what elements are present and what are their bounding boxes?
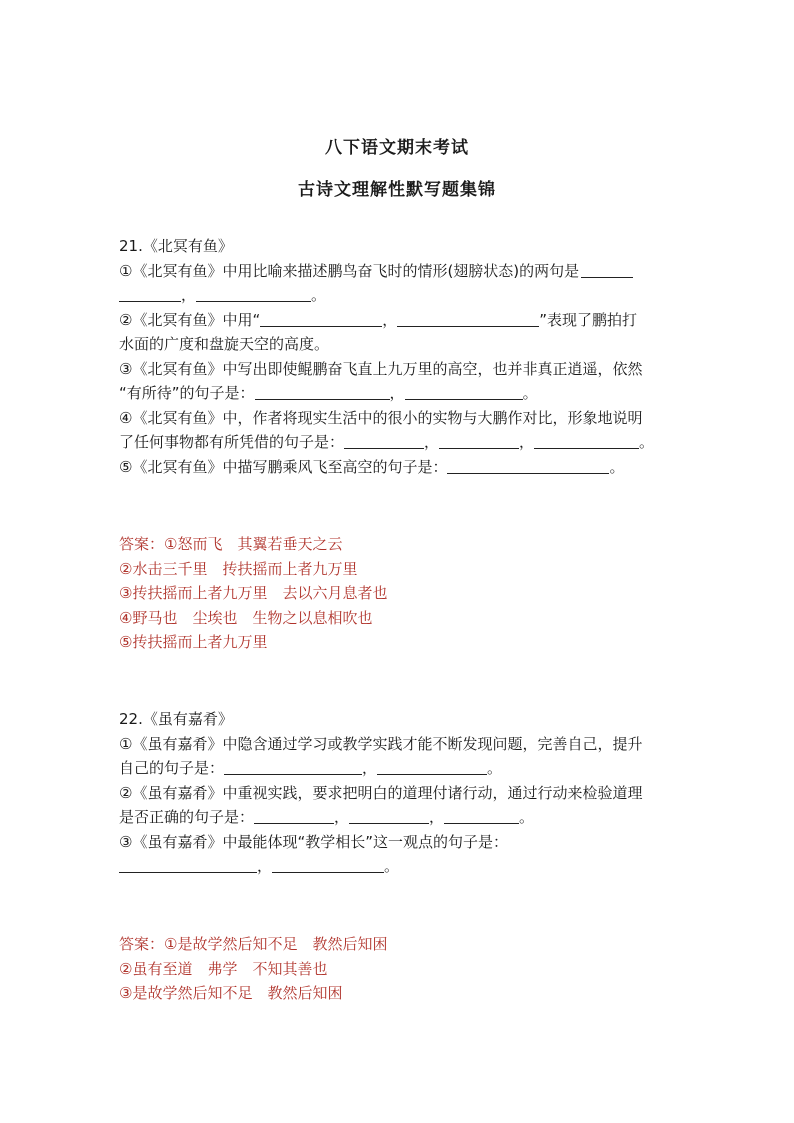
section-suiyoujiayao: [119, 707, 679, 879]
question-text: ②《北冥有鱼》中用“: [119, 310, 261, 329]
question-1-line-2: [119, 283, 679, 308]
period: 。: [311, 286, 327, 304]
answer-blank[interactable]: [196, 286, 311, 302]
section-heading: 21.《北冥有鱼》: [119, 237, 233, 255]
question-5-line-1: [119, 455, 679, 480]
answer-blank[interactable]: [255, 384, 390, 400]
comma: ，: [181, 286, 197, 304]
answer-line: ②水击三千里 抟扶摇而上者九万里: [119, 559, 358, 578]
question-text: ③《北冥有鱼》中写出即使鲲鹏奋飞直上九万里的高空，也并非真正逍遥，依然: [119, 359, 643, 378]
answer-blank[interactable]: [119, 286, 181, 302]
period: 。: [487, 759, 503, 777]
period: 。: [384, 857, 400, 875]
comma: ，: [429, 808, 445, 826]
comma: ，: [257, 857, 273, 875]
question-text: ②《虽有嘉肴》中重视实践，要求把明白的道理付诸行动，通过行动来检验道理: [119, 783, 643, 802]
answer-blank[interactable]: [447, 458, 609, 474]
answer-blank[interactable]: [444, 808, 519, 824]
question-2-line-2: [119, 332, 679, 357]
answers-beiming: [119, 532, 679, 655]
section-heading: 22.《虽有嘉肴》: [119, 710, 233, 728]
question-1-line-1: [119, 732, 679, 757]
question-text: ”表现了鹏拍打: [539, 310, 638, 329]
answer-line: ⑤抟扶摇而上者九万里: [119, 633, 268, 651]
answers-suiyoujiayao: [119, 932, 679, 1006]
answer-blank[interactable]: [534, 433, 639, 449]
question-text: ①《虽有嘉肴》中隐含通过学习或教学实践才能不断发现问题，完善自己，提升: [119, 734, 643, 753]
answer-blank[interactable]: [119, 857, 257, 873]
period: 。: [522, 384, 538, 402]
answer-blank[interactable]: [260, 311, 382, 327]
question-text: ④《北冥有鱼》中，作者将现实生活中的很小的实物与大鹏作对比，形象地说明: [119, 408, 643, 427]
answer-blank[interactable]: [272, 857, 384, 873]
answer-blank[interactable]: [344, 433, 424, 449]
question-text: 水面的广度和盘旋天空的高度。: [119, 335, 330, 353]
question-text: 了任何事物都有所凭借的句子是：: [119, 433, 345, 451]
answer-blank[interactable]: [397, 311, 539, 327]
question-text: ⑤《北冥有鱼》中描写鹏乘风飞至高空的句子是：: [119, 457, 448, 476]
period: 。: [519, 808, 535, 826]
question-3-line-2: [119, 381, 679, 406]
answer-line: ③抟扶摇而上者九万里 去以六月息者也: [119, 584, 388, 602]
period: 。: [639, 433, 655, 451]
answer-line: 答案：①怒而飞 其翼若垂天之云: [119, 535, 343, 553]
answer-line: ③是故学然后知不足 教然后知困: [119, 984, 343, 1002]
question-4-line-2: [119, 430, 679, 455]
page-title: 八下语文期末考试: [325, 138, 469, 158]
question-3-line-1: [119, 357, 679, 382]
question-4-line-1: [119, 406, 679, 431]
question-text: ①《北冥有鱼》中用比喻来描述鹏鸟奋飞时的情形(翅膀状态)的两句是: [119, 261, 580, 280]
answer-blank[interactable]: [581, 262, 633, 278]
section-beiming: [119, 234, 679, 479]
comma: ，: [424, 433, 440, 451]
comma: ，: [389, 384, 405, 402]
question-1-line-1: [119, 259, 679, 284]
comma: ，: [334, 808, 350, 826]
answer-blank[interactable]: [254, 808, 334, 824]
question-2-line-2: [119, 805, 679, 830]
comma: ，: [382, 310, 398, 329]
comma: ，: [519, 433, 535, 451]
question-1-line-2: [119, 756, 679, 781]
question-text: 自己的句子是：: [119, 759, 225, 777]
page-subtitle: 古诗文理解性默写题集锦: [298, 180, 496, 200]
question-text: “有所待”的句子是：: [119, 384, 255, 402]
answer-blank[interactable]: [224, 759, 362, 775]
question-text: 是否正确的句子是：: [119, 808, 255, 826]
answer-line: ④野马也 尘埃也 生物之以息相吹也: [119, 608, 373, 627]
answer-blank[interactable]: [377, 759, 487, 775]
answer-blank[interactable]: [349, 808, 429, 824]
answer-line: ②虽有至道 弗学 不知其善也: [119, 959, 328, 978]
comma: ，: [362, 759, 378, 777]
answer-line: 答案：①是故学然后知不足 教然后知困: [119, 935, 388, 953]
answer-blank[interactable]: [439, 433, 519, 449]
question-3-line-1: [119, 830, 679, 855]
question-2-line-1: [119, 781, 679, 806]
question-3-line-2: [119, 854, 679, 879]
period: 。: [609, 457, 625, 476]
question-2-line-1: [119, 308, 679, 333]
answer-blank[interactable]: [405, 384, 523, 400]
question-text: ③《虽有嘉肴》中最能体现“教学相长”这一观点的句子是：: [119, 832, 508, 851]
